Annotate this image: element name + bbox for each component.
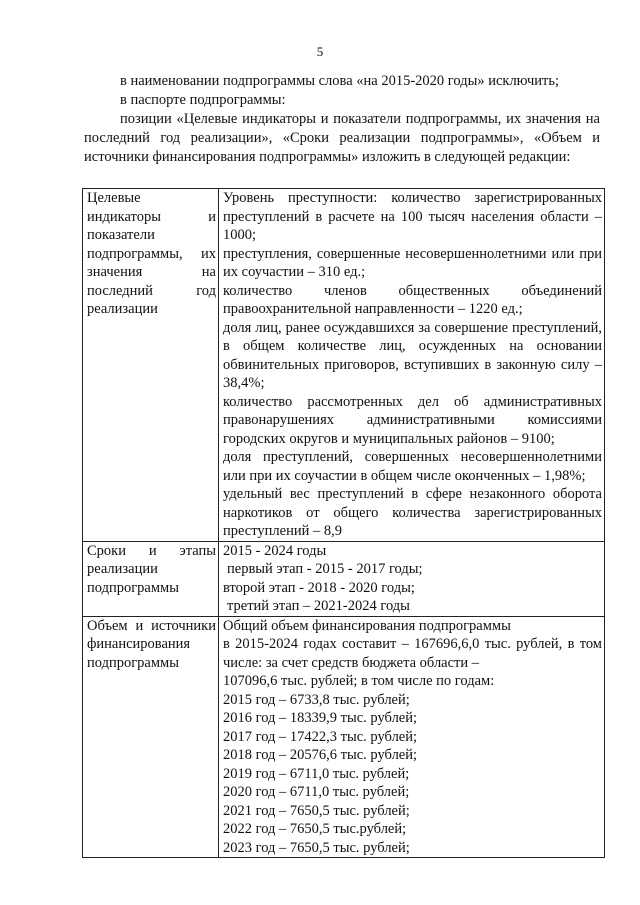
passport-table: [82, 188, 605, 858]
table-row: [83, 616, 605, 858]
table-row: [83, 189, 605, 542]
content-line: количество членов общественных объединений правоохранительной направленности – 1220 ед.;: [223, 282, 602, 317]
page-number: 5: [316, 44, 324, 59]
row-label: Сроки и этапы реализации подпрограммы: [83, 541, 219, 616]
content-line: доля лиц, ранее осуждавшихся за совершение преступлений, в общем количестве лиц, осужденных на основании обвинительных приговоров, вступивших в законную силу – 38,4%;: [223, 319, 602, 391]
content-line: 2017 год – 17422,3 тыс. рублей;: [223, 728, 418, 745]
row-content: [219, 541, 605, 616]
content-line: Общий объем финансирования подпрограммы: [223, 617, 511, 634]
content-line: в 2015-2024 годах составит – 167696,6,0 тыс. рублей, в том числе: за счет средств бюджета области –: [223, 636, 602, 671]
row-content: [219, 189, 605, 542]
content-line: 2019 год – 6711,0 тыс. рублей;: [223, 765, 410, 782]
intro-line-2: в паспорте подпрограммы:: [120, 92, 286, 108]
intro-text: [84, 72, 600, 167]
content-line: второй этап - 2018 - 2020 годы;: [223, 579, 415, 596]
intro-line-1: в наименовании подпрограммы слова «на 2015-2020 годы» исключить;: [120, 73, 559, 89]
content-line: количество рассмотренных дел об административных правонарушениях административными комиссиями городских округов и муниципальных районов – 9100;: [223, 393, 602, 447]
row-label: Объем и источники финансирования подпрограммы: [83, 616, 219, 858]
intro-line-3: позиции «Целевые индикаторы и показатели подпрограммы, их значения на последний год реализации», «Сроки реализации подпрограммы», «Объем и источники финансирования подпрограммы» изложить в следующей редакции:: [84, 111, 600, 165]
content-line: 2020 год – 6711,0 тыс. рублей;: [223, 784, 410, 800]
content-line: 107096,6 тыс. рублей; в том числе по годам:: [223, 673, 495, 689]
content-line: 2022 год – 7650,5 тыс.рублей;: [223, 821, 407, 837]
content-line: преступления, совершенные несовершеннолетними или при их соучастии – 310 ед.;: [223, 245, 602, 280]
row-label: Целевые индикаторы и показатели подпрограммы, их значения на последний год реализации: [83, 189, 219, 542]
content-line: 2023 год – 7650,5 тыс. рублей;: [223, 839, 410, 856]
content-line: Уровень преступности: количество зарегистрированных преступлений в расчете на 100 тысяч населения области – 1000;: [223, 190, 602, 243]
content-line: 2015 год – 6733,8 тыс. рублей;: [223, 691, 410, 708]
content-line: доля преступлений, совершенных несовершеннолетними или при их соучастии в общем числе оконченных – 1,98%;: [223, 449, 602, 484]
content-line: первый этап - 2015 - 2017 годы;: [227, 561, 423, 577]
content-line: третий этап – 2021-2024 годы: [227, 598, 410, 614]
content-line: 2016 год – 18339,9 тыс. рублей;: [223, 710, 418, 726]
content-line: 2015 - 2024 годы: [223, 542, 327, 559]
table-row: [83, 541, 605, 616]
content-line: 2018 год – 20576,6 тыс. рублей;: [223, 747, 418, 763]
content-line: 2021 год – 7650,5 тыс. рублей;: [223, 802, 410, 819]
row-content: [219, 616, 605, 858]
content-line: удельный вес преступлений в сфере незаконного оборота наркотиков от общего количества зарегистрированных преступлений – 8,9: [223, 486, 602, 539]
